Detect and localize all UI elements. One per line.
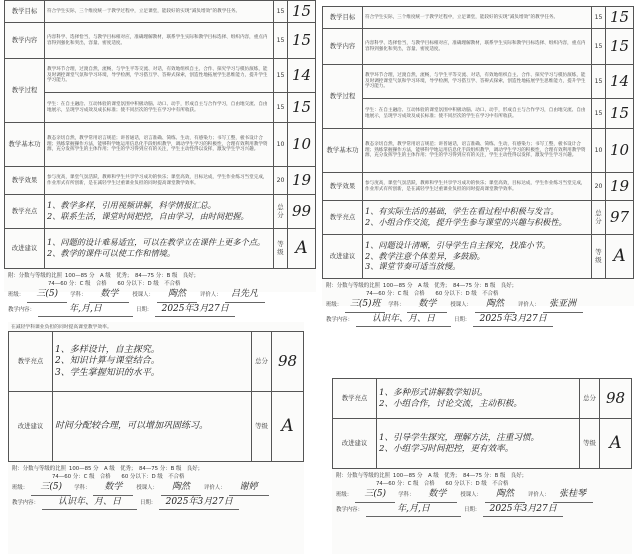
sheet-footer: 附：分数与等级的比照 100—85 分 A 级 优秀； 84—75 分：B 级 良好； 74—60 分：C 级 合格 60 分以下：D 级 不合格 班级： 三(5) 学科： 数学 授课人： 陶然 评价人： 谢婷 教学内容： 认识年、月、日 日期： 2025年3月27日 — [8, 462, 304, 510]
comment-line: 时间分配较合理，可以增加巩固练习。 — [55, 421, 209, 432]
teacher-value: 陶然 — [475, 298, 515, 313]
criterion-process-teacher: 教学环节合理，过渡自然，流畅，与学生平等交流、对话，有效地组织自主、合作、探究学习与模仿演练，能及时调控课堂气氛和学习环境，导学检测，学习搭互学、答辩式探索，创造性地拓展学生思维能力，提升学生学习能力。 — [45, 59, 274, 93]
highlight-comments — [363, 201, 592, 235]
criterion-goal: 符合学生实际，三个维度统一于教学过程中，立足课堂，能较好的实现“减负增效”的教学任务。 — [45, 1, 274, 23]
subject-value: 数学 — [89, 288, 129, 303]
comment-line: 2、小组合作，讨论交流，主动积极。 — [379, 399, 522, 409]
comment-line: 1、引导学生探究，理解方法，注重习惯。 — [379, 432, 540, 443]
criterion-process-teacher: 教学环节合理，过渡自然，流畅，与学生平等交流、对话，有效地组织自主、合作、探究学习与模仿演练，能及时调控课堂气氛和学习环境，导学检测，学习搭互学、答辩式探索，创造性地拓展学生思维能力，提升学生学习能力。 — [363, 65, 592, 99]
row-label-process: 教学过程 — [5, 59, 45, 123]
comment-line: 1、问题设计清晰，引导学生自主探究，找准小节。 — [365, 239, 551, 250]
sheet-footer: 附：分数与等级的比照 100—85 分 A 级 优秀； 84—75 分：B 级 良好； 74—60 分：C 级 合格 60 分以下：D 级 不合格 班级： 三(5) 学科： 数学 授课人： 陶然 评价人： 张桂琴 教学内容： 年,月,日 日期： 2025年3月27日 — [332, 469, 632, 517]
criterion-basic: 教态亲切自然，教学常用语言规范；讲普通话，语言准确、简练、生动，有感染力；书写工整，板书设计合理；熟练掌握操作方法，能够科学地运用信息化手段组织教学，调动学生学习的积极性，合理有效利用教学资源，充分发挥学生的主体作用；学生的学习得到应有的关注，学生主动性得以发挥，激发学生学习兴趣。 — [363, 129, 592, 173]
grade-value: A — [288, 229, 316, 269]
comment-line: 3、课堂节奏可适当放慢。 — [365, 261, 461, 272]
row-label-suggest: 改进建议 — [333, 419, 377, 469]
score-process-student: 15 — [288, 93, 316, 123]
subject-value: 数学 — [417, 488, 457, 503]
comment-line: 2、联系生活，课堂时间把控，自由学习，由时间把握。 — [47, 211, 249, 221]
date-value: 2025年3月27日 — [473, 313, 553, 328]
suggestion-comments — [45, 229, 274, 269]
row-label-highlight: 教学亮点 — [9, 332, 53, 392]
row-label-goal: 教学目标 — [323, 7, 363, 29]
sheet-footer: 附：分数与等级的比照 100—85 分 A 级 优秀； 84—75 分：B 级 良好； 74—60 分：C 级 合格 60 分以下：D 级 不合格 班级： 三(5) 学科： 数学 授课人： 陶然 评价人： 吕先凡 教学内容： 年,月,日 日期： 2025年3月27日 — [4, 269, 316, 317]
total-label: 总分 — [592, 201, 606, 235]
criterion-basic: 教态亲切自然，教学常用语言规范；讲普通话，语言准确、简练、生动，有感染力；书写工整，板书设计合理；熟练掌握操作方法，能够科学地运用信息化手段组织教学，调动学生学习的积极性，合理有效利用教学资源，充分发挥学生的主体作用；学生的学习得到应有的关注，学生主动性得以发挥，激发学生学习兴趣。 — [45, 123, 274, 167]
score-process-teacher: 14 — [606, 65, 634, 99]
row-label-highlight: 教学亮点 — [323, 201, 363, 235]
total-label: 总分 — [274, 195, 288, 229]
evaluation-table — [332, 378, 632, 469]
score-basic: 10 — [606, 129, 634, 173]
total-label: 总分 — [252, 332, 272, 392]
row-label-content: 教学内容 — [5, 23, 45, 59]
teacher-value: 陶然 — [157, 288, 197, 303]
comment-line: 2、教学注意个体差异，多鼓励。 — [365, 250, 485, 261]
criterion-goal: 符合学生实际，三个维度统一于教学过程中，立足课堂，能较好的实现“减负增效”的教学任务。 — [363, 7, 592, 29]
grade-value: A — [606, 235, 634, 279]
comment-line: 1、有实际生活的基础，学生在看过程中积极与发言。 — [365, 206, 559, 217]
teacher-value: 陶然 — [161, 481, 201, 496]
score-effect: 19 — [606, 173, 634, 201]
evaluation-table — [8, 331, 304, 462]
sheet-footer: 附：分数与等级的比照 100—85 分 A 级 优秀； 84—75 分：B 级 良好； 74—60 分：C 级 合格 60 分以下：D 级 不合格 班级： 三(5)班 学科： 数学 授课人： 陶然 评价人： 张亚洲 教学内容： 认识年、月、日 日期： 2025年3月27日 — [322, 279, 634, 327]
criterion-effect: 参与度高，课堂气氛活跃，教师和学生共享学习成功的快乐；课堂高效，目标达成，学生作业练习当堂完成，作业形式有所创新，是在减轻学生过重课业负担的同时提高课堂教学效率。 — [363, 173, 592, 201]
topic-value: 认识年、月、日 — [356, 313, 451, 328]
score-effect: 19 — [288, 167, 316, 195]
class-value: 三(5) — [31, 481, 71, 496]
highlight-comments — [53, 332, 252, 392]
date-value: 2025年3月27日 — [159, 496, 239, 511]
date-value: 2025年3月27日 — [483, 503, 563, 518]
row-label-effect: 教学效果 — [5, 167, 45, 195]
criterion-content: 内容科学、选择恰当，与教学目标相对应，准确理解教材，联系学生实际和教学目标选择、组织内容，重点内容得到强化和突出，容量、密度适度。 — [45, 23, 274, 59]
row-label-highlight: 教学亮点 — [333, 379, 377, 419]
comment-line: 2、小组合作交流，提升学生参与课堂的兴趣与积极性。 — [365, 217, 567, 227]
topic-value: 年,月,日 — [366, 503, 461, 518]
row-label-basic: 教学基本功 — [323, 129, 363, 173]
class-value: 三(5) — [27, 288, 67, 303]
total-score: 98 — [272, 332, 304, 392]
score-process-student: 15 — [606, 99, 634, 129]
topic-value: 年,月,日 — [38, 303, 133, 318]
grade-label: 等级 — [580, 419, 600, 469]
comment-line: 1、多样设计，自主探究。 — [55, 344, 160, 355]
total-label: 总分 — [580, 379, 600, 419]
comment-line: 2、知识计算与课堂结合。 — [55, 356, 160, 367]
grade-label: 等级 — [592, 235, 606, 279]
teacher-value: 陶然 — [485, 488, 525, 503]
row-label-process: 教学过程 — [323, 65, 363, 129]
grade-label: 等级 — [274, 229, 288, 269]
row-label-effect: 教学效果 — [323, 173, 363, 201]
comment-line: 3、学生掌握知识的水平。 — [55, 367, 160, 378]
evaluation-sheet-1 — [4, 0, 316, 314]
highlight-comments — [45, 195, 274, 229]
evaluation-sheet-2 — [322, 6, 634, 324]
score-content: 15 — [606, 29, 634, 65]
evaluator-value: 张桂琴 — [553, 488, 593, 503]
criterion-effect: 参与度高，课堂气氛活跃，教师和学生共享学习成功的快乐；课堂高效，目标达成，学生作业练习当堂完成，作业形式有所创新，是在减轻学生过重课业负担的同时提高课堂教学效率。 — [45, 167, 274, 195]
suggestion-comments — [53, 392, 252, 462]
score-basic: 10 — [288, 123, 316, 167]
evaluator-value: 吕先凡 — [225, 288, 265, 303]
score-goal: 15 — [606, 7, 634, 29]
subject-value: 数学 — [93, 481, 133, 496]
row-label-suggest: 改进建议 — [9, 392, 53, 462]
score-goal: 15 — [288, 1, 316, 23]
comment-line: 1、教学多样，引用视频讲解，科学情报汇总。 — [47, 200, 216, 211]
comment-line: 1、多种形式讲解数学知识。 — [379, 387, 488, 398]
comment-line: 2、小组学习时间把控，更有效率。 — [379, 444, 514, 454]
topic-value: 认识年、月、日 — [42, 496, 137, 511]
evaluation-table: 教学目标 符合学生实际，三个维度统一于教学过程中，立足课堂，能较好的实现“减负增效”的教学任务。 15 15 教学内容 内容科学、选择恰当，与教学目标相对应，准确理解教材，联系学生实际和教学目标选择、组织内容，重点内容得到强化和突出，容量、密度适度。 15 15 教学过程 教学环节合理，过渡自然，流畅，与学生平等交流、对话，有效地组织自主、合作、探究学习与模仿演练，能及时调控课堂气氛和学习环境，导学检测，学习搭互学、答辩式探索，创造性地拓展学生思维能力，提升学生学习能力。 15 14 学生：在自主融洽、互动体验的课堂氛围中积极动脑、动口、动手，形成自主与合作学习，自由地交流、自由地展示，呈现学习成效及成长标准；使不同层次的学生在学习中有所收获。 15 15 教学基本功 教态亲切自然，教学常用语言规范；讲普通话，语言准确、简练、生动，有感染力；书写工整，板书设计合理；熟练掌握操作方法，能够科学地运用信息化手段组织教学，调动学生学习的积极性，合理有效利用教学资源，充分发挥学生的主体作用；学生的学习得到应有的关注，学生主动性得以发挥，激发学生学习兴趣。 10 10 教学效果 参与度高，课堂气氛活跃，教师和学生共享学习成功的快乐；课堂高效，目标达成，学生作业练习当堂完成，作业形式有所创新，是在减轻学生过重课业负担的同时提高课堂教学效率。 20 19 教学亮点 1、教学多样，引用视频讲解，科学情报汇总。 2、联系生活，课堂时间把控，自由学习，由时间把握。 总分 99 改进建议 1、问题的设计难易适宜，可以在教学立在课件上更多个点。 2、教学的课件可以使工作和情境。 等级 A — [4, 0, 316, 269]
row-label-suggest: 改进建议 — [323, 235, 363, 279]
suggestion-comments — [363, 235, 592, 279]
class-value: 三(5)班 — [345, 298, 385, 313]
row-label-suggest: 改进建议 — [5, 229, 45, 269]
subject-value: 数学 — [407, 298, 447, 313]
suggestion-comments — [377, 419, 580, 469]
evaluator-value: 谢婷 — [229, 481, 269, 496]
evaluator-value: 张亚洲 — [543, 298, 583, 313]
criterion-tail-note: 在减轻学科课业负担的同时提高课堂教学效率。 — [11, 325, 112, 330]
grade-label: 等级 — [252, 392, 272, 462]
score-content: 15 — [288, 23, 316, 59]
evaluation-sheet-3 — [8, 322, 304, 554]
total-score: 99 — [288, 195, 316, 229]
comment-line: 2、教学的课件可以使工作和情境。 — [47, 248, 176, 258]
row-label-basic: 教学基本功 — [5, 123, 45, 167]
total-score: 97 — [606, 201, 634, 235]
row-label-content: 教学内容 — [323, 29, 363, 65]
row-label-goal: 教学目标 — [5, 1, 45, 23]
class-value: 三(5) — [355, 488, 395, 503]
total-score: 98 — [600, 379, 632, 419]
comment-line: 1、问题的设计难易适宜，可以在教学立在课件上更多个点。 — [47, 237, 266, 248]
highlight-comments — [377, 379, 580, 419]
row-label-highlight: 教学亮点 — [5, 195, 45, 229]
grade-value: A — [272, 392, 304, 462]
criterion-process-student: 学生：在自主融洽、互动体验的课堂氛围中积极动脑、动口、动手，形成自主与合作学习，自由地交流、自由地展示，呈现学习成效及成长标准；使不同层次的学生在学习中有所收获。 — [45, 93, 274, 123]
score-process-teacher: 14 — [288, 59, 316, 93]
evaluation-table: 教学目标 符合学生实际，三个维度统一于教学过程中，立足课堂，能较好的实现“减负增效”的教学任务。 15 15 教学内容 内容科学、选择恰当，与教学目标相对应，准确理解教材，联系学生实际和教学目标选择、组织内容，重点内容得到强化和突出，容量、密度适度。 15 15 教学过程 教学环节合理，过渡自然，流畅，与学生平等交流、对话，有效地组织自主、合作、探究学习与模仿演练，能及时调控课堂气氛和学习环境，导学检测，学习搭互学、答辩式探索，创造性地拓展学生思维能力，提升学生学习能力。 15 14 学生：在自主融洽、互动体验的课堂氛围中积极动脑、动口、动手，形成自主与合作学习，自由地交流、自由地展示，呈现学习成效及成长标准；使不同层次的学生在学习中有所收获。 15 15 教学基本功 教态亲切自然，教学常用语言规范；讲普通话，语言准确、简练、生动，有感染力；书写工整，板书设计合理；熟练掌握操作方法，能够科学地运用信息化手段组织教学，调动学生学习的积极性，合理有效利用教学资源，充分发挥学生的主体作用；学生的学习得到应有的关注，学生主动性得以发挥，激发学生学习兴趣。 10 10 教学效果 参与度高，课堂气氛活跃，教师和学生共享学习成功的快乐；课堂高效，目标达成，学生作业练习当堂完成，作业形式有所创新，是在减轻学生过重课业负担的同时提高课堂教学效率。 20 19 教学亮点 1、有实际生活的基础，学生在看过程中积极与发言。 2、小组合作交流，提升学生参与课堂的兴趣与积极性。 总分 97 改进建议 1、问题设计清晰，引导学生自主探究，找准小节。 2、教学注意个体差异，多鼓励。 3、课堂节奏可适当放慢。 等级 A — [322, 6, 634, 279]
grade-value: A — [600, 419, 632, 469]
evaluation-sheet-4 — [332, 378, 632, 554]
criterion-content: 内容科学、选择恰当，与教学目标相对应，准确理解教材，联系学生实际和教学目标选择、组织内容，重点内容得到强化和突出，容量、密度适度。 — [363, 29, 592, 65]
criterion-process-student: 学生：在自主融洽、互动体验的课堂氛围中积极动脑、动口、动手，形成自主与合作学习，自由地交流、自由地展示，呈现学习成效及成长标准；使不同层次的学生在学习中有所收获。 — [363, 99, 592, 129]
date-value: 2025年3月27日 — [155, 303, 235, 318]
